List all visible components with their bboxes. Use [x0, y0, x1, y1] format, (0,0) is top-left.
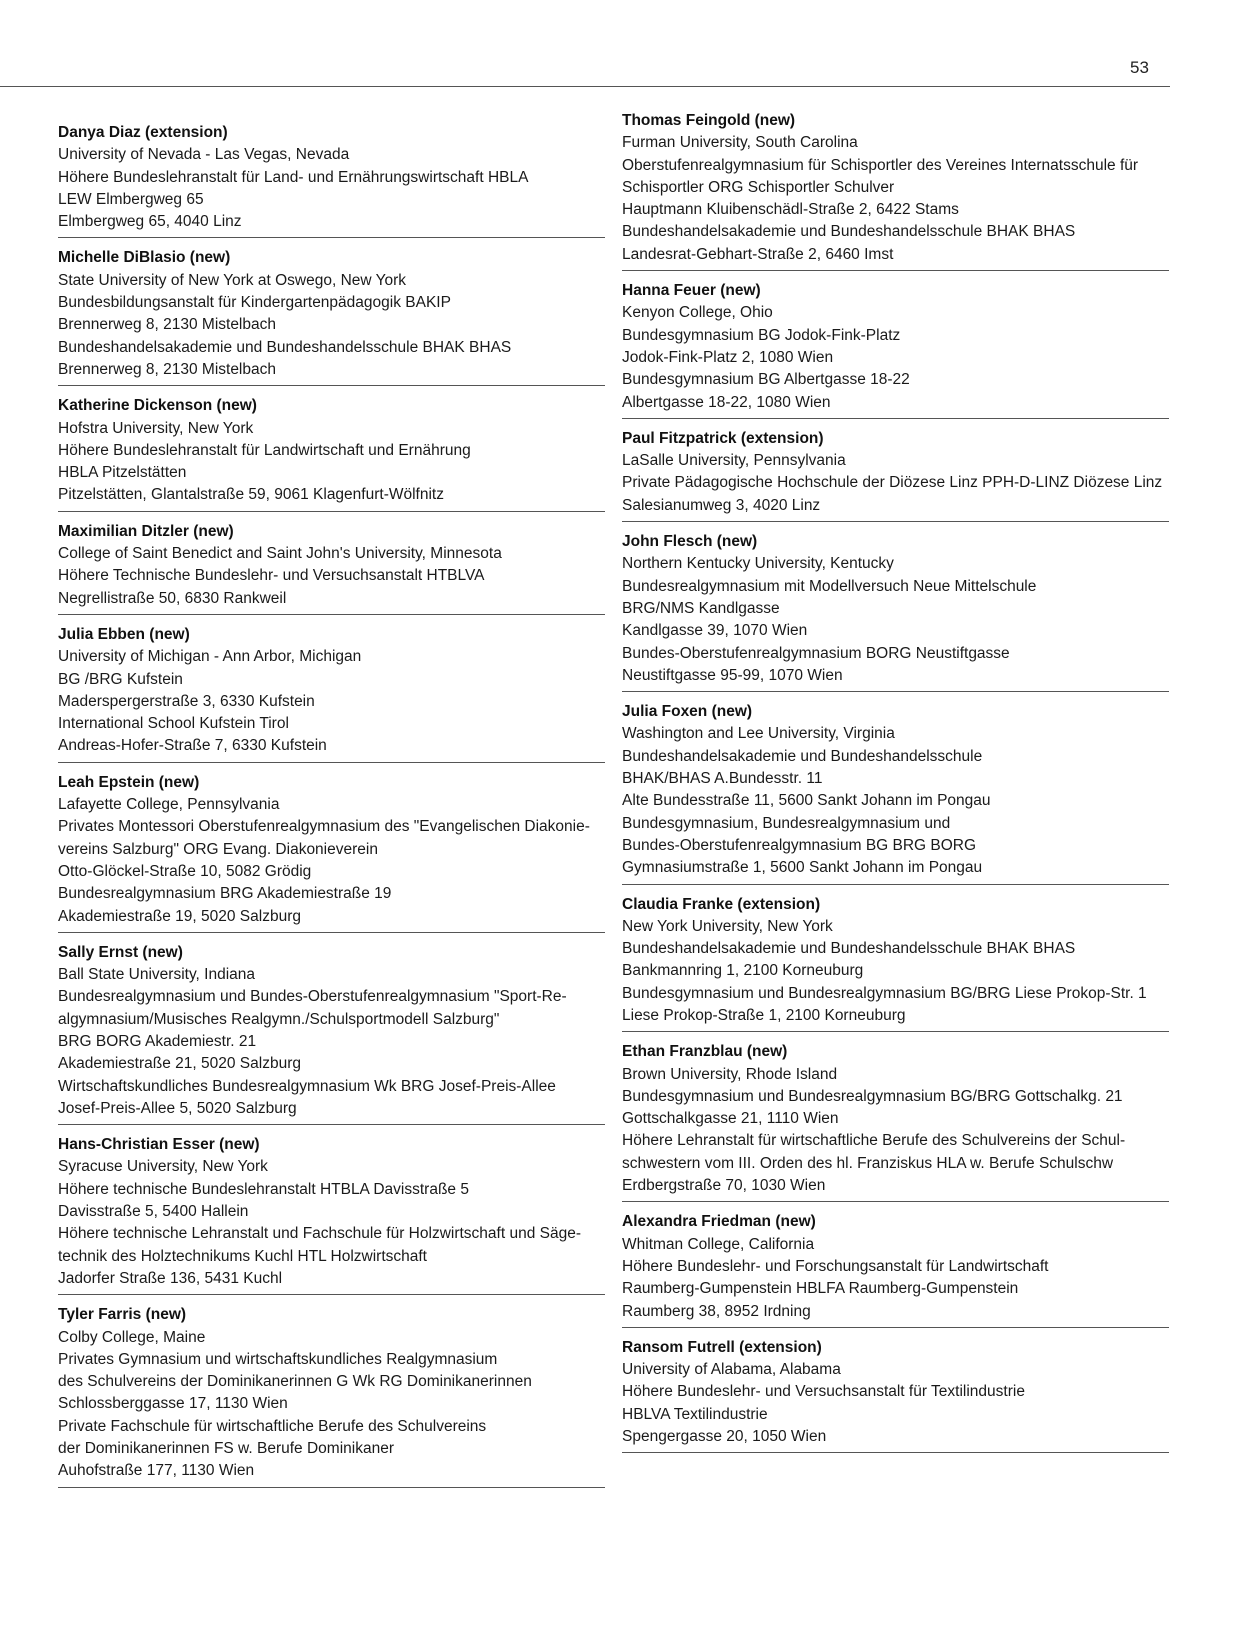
entry-line: Gottschalkgasse 21, 1110 Wien	[622, 1110, 839, 1128]
entry-name: John Flesch (new)	[622, 533, 758, 551]
entry-line: Auhofstraße 177, 1130 Wien	[58, 1462, 255, 1480]
left-column	[58, 122, 605, 1497]
entry-line: Bundeshandelsakademie und Bundeshandelsschule	[622, 747, 983, 765]
entry-line: Andreas-Hofer-Straße 7, 6330 Kufstein	[58, 737, 327, 755]
entry-line: Erdbergstraße 70, 1030 Wien	[622, 1177, 826, 1195]
directory-entry	[58, 395, 605, 511]
entry-line: Jadorfer Straße 136, 5431 Kuchl	[58, 1269, 283, 1287]
entry-line: Höhere Lehranstalt für wirtschaftliche Berufe des Schulvereins der Schul-	[622, 1132, 1126, 1150]
entry-line: Otto-Glöckel-Straße 10, 5082 Grödig	[58, 862, 312, 880]
entry-line: Spengergasse 20, 1050 Wien	[622, 1428, 827, 1446]
entry-line: Höhere technische Lehranstalt und Fachschule für Holzwirtschaft und Säge-	[58, 1225, 581, 1243]
entry-line: State University of New York at Oswego, New York	[58, 271, 407, 289]
directory-entry	[622, 701, 1169, 884]
directory-entry	[58, 772, 605, 933]
entry-name: Hans-Christian Esser (new)	[58, 1136, 260, 1154]
entry-line: BRG BORG Akademiestr. 21	[58, 1032, 257, 1050]
entry-name: Julia Ebben (new)	[58, 625, 190, 643]
entry-line: Hofstra University, New York	[58, 419, 254, 437]
entry-line: Colby College, Maine	[58, 1328, 206, 1346]
entry-line: Höhere Bundeslehr- und Versuchsanstalt für Textilindustrie	[622, 1383, 1025, 1401]
entry-line: University of Michigan - Ann Arbor, Michigan	[58, 648, 362, 666]
entry-line: Ball State University, Indiana	[58, 966, 256, 984]
entry-line: Wirtschaftskundliches Bundesrealgymnasium Wk BRG Josef-Preis-Allee	[58, 1077, 556, 1095]
directory-entry	[622, 428, 1169, 522]
directory-entry	[622, 1337, 1169, 1453]
directory-entry	[622, 531, 1169, 692]
entry-line: Kandlgasse 39, 1070 Wien	[622, 622, 808, 640]
directory-entry	[622, 110, 1169, 271]
entry-line: Schlossberggasse 17, 1130 Wien	[58, 1395, 288, 1413]
entry-line: Landesrat-Gebhart-Straße 2, 6460 Imst	[622, 245, 894, 263]
directory-entry	[58, 122, 605, 238]
entry-name: Paul Fitzpatrick (extension)	[622, 429, 824, 447]
entry-line: Lafayette College, Pennsylvania	[58, 796, 280, 814]
header-rule	[0, 86, 1170, 87]
entry-line: der Dominikanerinnen FS w. Berufe Dominikaner	[58, 1440, 394, 1458]
entry-line: Bundesrealgymnasium BRG Akademiestraße 19	[58, 885, 392, 903]
entry-line: Bundes-Oberstufenrealgymnasium BG BRG BORG	[622, 836, 977, 854]
entry-line: Maderspergerstraße 3, 6330 Kufstein	[58, 692, 315, 710]
directory-entry	[58, 247, 605, 386]
entry-line: International School Kufstein Tirol	[58, 715, 289, 733]
entry-name: Michelle DiBlasio (new)	[58, 249, 231, 267]
entry-line: Brennerweg 8, 2130 Mistelbach	[58, 316, 276, 334]
entry-name: Thomas Feingold (new)	[622, 112, 796, 129]
entry-line: Liese Prokop-Straße 1, 2100 Korneuburg	[622, 1006, 906, 1024]
entry-name: Leah Epstein (new)	[58, 773, 200, 791]
entry-line: Raumberg-Gumpenstein HBLFA Raumberg-Gumpenstein	[622, 1280, 1019, 1298]
entry-line: Brennerweg 8, 2130 Mistelbach	[58, 360, 276, 378]
entry-name: Hanna Feuer (new)	[622, 282, 761, 300]
entry-line: Neustiftgasse 95-99, 1070 Wien	[622, 666, 843, 684]
entry-line: technik des Holztechnikums Kuchl HTL Holzwirtschaft	[58, 1247, 427, 1265]
directory-entry	[58, 521, 605, 615]
right-column	[622, 110, 1169, 1462]
entry-line: HBLA Pitzelstätten	[58, 464, 187, 482]
directory-entry	[622, 280, 1169, 419]
entry-line: Alte Bundesstraße 11, 5600 Sankt Johann im Pongau	[622, 792, 991, 810]
entry-name: Sally Ernst (new)	[58, 943, 183, 961]
entry-line: Bundesrealgymnasium mit Modellversuch Neue Mittelschule	[622, 577, 1037, 595]
entry-line: Brown University, Rhode Island	[622, 1065, 838, 1083]
entry-line: Hauptmann Kluibenschädl-Straße 2, 6422 Stams	[622, 201, 959, 219]
entry-line: Gymnasiumstraße 1, 5600 Sankt Johann im Pongau	[622, 859, 983, 877]
entry-line: HBLVA Textilindustrie	[622, 1405, 768, 1423]
entry-line: Syracuse University, New York	[58, 1158, 268, 1176]
entry-line: Höhere Bundeslehranstalt für Land- und Ernährungswirtschaft HBLA	[58, 168, 529, 186]
entry-line: Privates Montessori Oberstufenrealgymnasium des "Evangelischen Diakonie-	[58, 818, 590, 836]
entry-line: Bankmannring 1, 2100 Korneuburg	[622, 962, 864, 980]
directory-entry	[58, 1304, 605, 1487]
entry-line: Furman University, South Carolina	[622, 134, 858, 152]
entry-line: des Schulvereins der Dominikanerinnen G Wk RG Dominikanerinnen	[58, 1373, 532, 1391]
entry-name: Ethan Franzblau (new)	[622, 1043, 788, 1061]
entry-line: LEW Elmbergweg 65	[58, 190, 204, 208]
entry-line: Bundesrealgymnasium und Bundes-Oberstufenrealgymnasium "Sport-Re-	[58, 988, 567, 1006]
entry-line: Bundesgymnasium und Bundesrealgymnasium BG/BRG Liese Prokop-Str. 1	[622, 984, 1147, 1002]
directory-entry	[622, 894, 1169, 1033]
entry-line: College of Saint Benedict and Saint John's University, Minnesota	[58, 545, 502, 563]
entry-line: Negrellistraße 50, 6830 Rankweil	[58, 589, 287, 607]
entry-line: Albertgasse 18-22, 1080 Wien	[622, 393, 831, 411]
entry-name: Alexandra Friedman (new)	[622, 1213, 816, 1231]
entry-line: LaSalle University, Pennsylvania	[622, 452, 846, 470]
entry-line: Pitzelstätten, Glantalstraße 59, 9061 Klagenfurt-Wölfnitz	[58, 486, 444, 504]
entry-line: Akademiestraße 19, 5020 Salzburg	[58, 907, 301, 925]
entry-name: Julia Foxen (new)	[622, 703, 753, 721]
entry-line: Northern Kentucky University, Kentucky	[622, 555, 894, 573]
entry-line: BHAK/BHAS A.Bundesstr. 11	[622, 770, 823, 788]
entry-line: Private Fachschule für wirtschaftliche Berufe des Schulvereins	[58, 1417, 487, 1435]
entry-line: Höhere Bundeslehr- und Forschungsanstalt für Landwirtschaft	[622, 1257, 1049, 1275]
entry-line: Kenyon College, Ohio	[622, 304, 773, 322]
entry-line: Oberstufenrealgymnasium für Schisportler des Vereines Internatsschule für	[622, 156, 1139, 174]
entry-line: Bundes-Oberstufenrealgymnasium BORG Neustiftgasse	[622, 644, 1010, 662]
entry-name: Maximilian Ditzler (new)	[58, 522, 234, 540]
entry-line: University of Alabama, Alabama	[622, 1361, 841, 1379]
entry-line: Bundeshandelsakademie und Bundeshandelsschule BHAK BHAS	[622, 223, 1076, 241]
entry-line: Jodok-Fink-Platz 2, 1080 Wien	[622, 348, 834, 366]
entry-name: Danya Diaz (extension)	[58, 124, 228, 141]
entry-line: Salesianumweg 3, 4020 Linz	[622, 496, 821, 514]
entry-line: BG /BRG Kufstein	[58, 670, 183, 688]
entry-line: Akademiestraße 21, 5020 Salzburg	[58, 1055, 301, 1073]
directory-entry	[58, 1134, 605, 1295]
entry-line: Washington and Lee University, Virginia	[622, 725, 895, 743]
entry-line: Raumberg 38, 8952 Irdning	[622, 1302, 811, 1320]
entry-line: Höhere Bundeslehranstalt für Landwirtschaft und Ernährung	[58, 441, 471, 459]
entry-line: Bundesbildungsanstalt für Kindergartenpädagogik BAKIP	[58, 294, 451, 312]
entry-line: Elmbergweg 65, 4040 Linz	[58, 213, 242, 231]
entry-name: Tyler Farris (new)	[58, 1306, 187, 1324]
directory-entry	[58, 624, 605, 763]
entry-line: algymnasium/Musisches Realgymn./Schulsportmodell Salzburg"	[58, 1010, 500, 1028]
page-number: 53	[1130, 58, 1149, 77]
entry-line: schwestern vom III. Orden des hl. Franziskus HLA w. Berufe Schulschw	[622, 1154, 1114, 1172]
entry-line: Höhere Technische Bundeslehr- und Versuchsanstalt HTBLVA	[58, 567, 485, 585]
entry-name: Katherine Dickenson (new)	[58, 397, 257, 415]
entry-name: Claudia Franke (extension)	[622, 895, 821, 913]
entry-line: Privates Gymnasium und wirtschaftskundliches Realgymnasium	[58, 1350, 498, 1368]
entry-name: Ransom Futrell (extension)	[622, 1338, 822, 1356]
entry-line: Bundeshandelsakademie und Bundeshandelsschule BHAK BHAS	[58, 338, 512, 356]
directory-entry	[622, 1041, 1169, 1202]
entry-line: Bundesgymnasium BG Albertgasse 18-22	[622, 371, 910, 389]
entry-line: Whitman College, California	[622, 1235, 815, 1253]
entry-line: BRG/NMS Kandlgasse	[622, 599, 780, 617]
entry-line: Höhere technische Bundeslehranstalt HTBLA Davisstraße 5	[58, 1180, 469, 1198]
entry-line: Bundesgymnasium BG Jodok-Fink-Platz	[622, 326, 901, 344]
entry-line: vereins Salzburg" ORG Evang. Diakonieverein	[58, 840, 378, 858]
entry-line: University of Nevada - Las Vegas, Nevada	[58, 146, 350, 164]
entry-line: Schisportler ORG Schisportler Schulver	[622, 178, 895, 196]
entry-line: Bundesgymnasium und Bundesrealgymnasium BG/BRG Gottschalkg. 21	[622, 1087, 1123, 1105]
entry-line: Davisstraße 5, 5400 Hallein	[58, 1203, 249, 1221]
directory-entry	[58, 942, 605, 1125]
entry-line: Private Pädagogische Hochschule der Diözese Linz PPH-D-LINZ Diözese Linz	[622, 474, 1163, 492]
entry-line: Bundeshandelsakademie und Bundeshandelsschule BHAK BHAS	[622, 940, 1076, 958]
directory-entry	[622, 1211, 1169, 1327]
entry-line: Josef-Preis-Allee 5, 5020 Salzburg	[58, 1099, 297, 1117]
entry-line: New York University, New York	[622, 917, 833, 935]
entry-line: Bundesgymnasium, Bundesrealgymnasium und	[622, 814, 951, 832]
